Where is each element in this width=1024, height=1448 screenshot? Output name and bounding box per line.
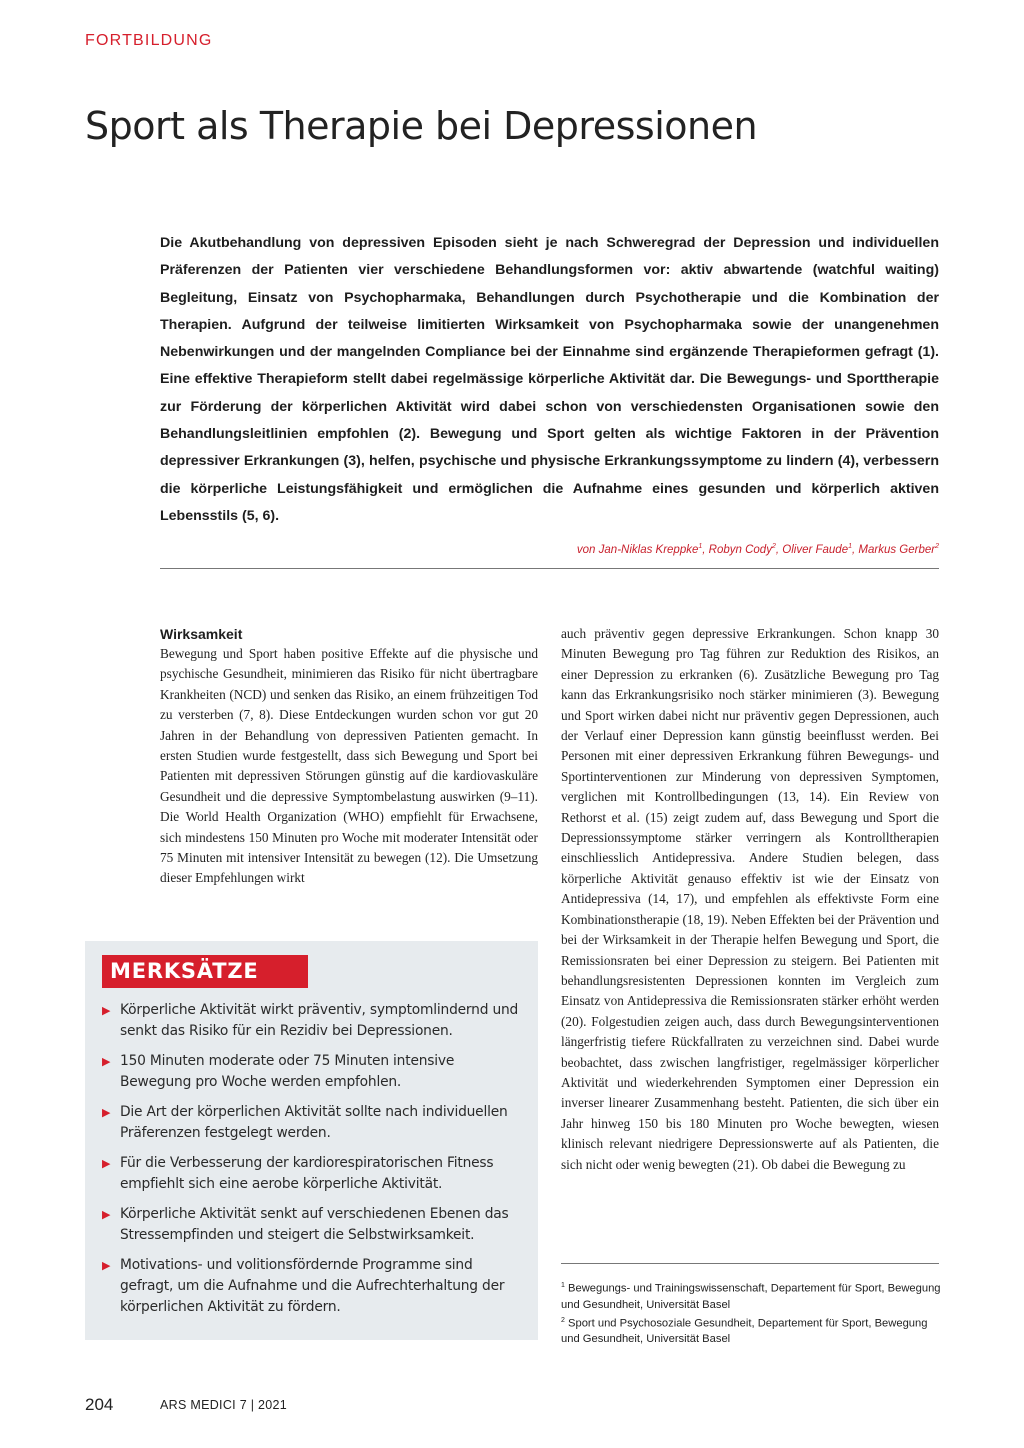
author-name: Markus Gerber <box>858 543 936 556</box>
key-points-title: MERKSÄTZE <box>102 955 308 988</box>
section-label: FORTBILDUNG <box>85 32 213 49</box>
key-point-text: Die Art der körperlichen Aktivität sollte nach individuellen Präferenzen festgelegt werden. <box>120 1104 508 1141</box>
key-point-item <box>102 1102 528 1144</box>
body-paragraph: Bewegung und Sport haben positive Effekte auf die physische und psychische Gesundheit, minimieren das Risiko für nicht übertragbare Krankheiten (NCD) und senken das Risiko, an einem frühzeitigen Tod zu versterben (7, 8). Diese Entdeckungen wurden schon vor gut 20 Jahren in der Behandlung von depressiven Patienten gemacht. In ersten Studien wurde festgestellt, dass sich Bewegung und Sport bei Patienten mit depressiven Störungen günstig auf die kardiovaskuläre Gesundheit und die depressive Symptombelastung auswirken (9–11). Die World Health Organization (WHO) empfiehlt für Erwachsene, sich mindestens 150 Minuten pro Woche mit moderater Intensität oder 75 Minuten mit intensiver Intensität zu bewegen (12). Die Umsetzung dieser Empfehlungen wirkt <box>160 646 538 886</box>
footnote <box>561 1278 941 1313</box>
author-affiliation: 1 <box>848 543 853 550</box>
key-point-item <box>102 1000 528 1042</box>
byline-prefix: von <box>576 543 596 556</box>
lead-paragraph: Die Akutbehandlung von depressiven Episoden sieht je nach Schweregrad der Depression und individuellen Präferenzen der Patienten vier verschiedene Behandlungsformen vor: aktiv abwartende (watchful waiting) Begleitung, Einsatz von Psychopharmaka, Behandlungen durch Psychotherapie und die Kombination der Therapien. Aufgrund der teilweise limitierten Wirksamkeit von Psychopharmaka sowie der unangenehmen Nebenwirkungen und der mangelnden Compliance bei der Einnahme sind ergänzende Therapieformen gefragt (1). Eine effektive Therapieform stellt dabei regelmässige körperliche Aktivität dar. Die Bewegungs- und Sporttherapie zur Förderung der körperlichen Aktivität wird dabei schon von verschiedensten Organisationen sowie den Behandlungsleitlinien empfohlen (2). Bewegung und Sport gelten als wichtige Faktoren in der Prävention depressiver Erkrankungen (3), helfen, psychische und physische Erkrankungssymptome zu lindern (4), verbessern die körperliche Leistungsfähigkeit und ermöglichen die Aufnahme eines gesunden und körperlich aktiven Lebensstils (5, 6). <box>160 235 939 524</box>
article-column-left <box>160 624 538 889</box>
key-point-item <box>102 1153 528 1195</box>
footnote-divider <box>561 1263 939 1264</box>
key-points-list <box>102 1000 528 1327</box>
bullet-triangle-icon: ▶ <box>102 1106 111 1119</box>
bullet-triangle-icon: ▶ <box>102 1004 111 1017</box>
key-point-text: Körperliche Aktivität senkt auf verschiedenen Ebenen das Stressempfinden und steigert die Selbstwirksamkeit. <box>120 1206 509 1243</box>
byline-divider <box>160 568 939 569</box>
footnotes <box>561 1278 941 1347</box>
section-heading: Wirksamkeit <box>160 626 243 642</box>
article-column-right <box>561 624 939 1175</box>
author-affiliation: 2 <box>935 543 939 550</box>
author-affiliation: 2 <box>771 543 776 550</box>
bullet-triangle-icon: ▶ <box>102 1055 111 1068</box>
key-point-item <box>102 1255 528 1318</box>
key-point-item <box>102 1051 528 1093</box>
page-title: Sport als Therapie bei Depressionen <box>85 104 758 148</box>
journal-issue: ARS MEDICI 7 | 2021 <box>160 1398 288 1412</box>
page-number: 204 <box>85 1395 114 1414</box>
author-affiliation: 1 <box>698 543 703 550</box>
bullet-triangle-icon: ▶ <box>102 1157 111 1170</box>
body-paragraph: auch präventiv gegen depressive Erkrankungen. Schon knapp 30 Minuten Bewegung pro Tag führen zur Reduktion des Risikos, an einer Depression zu erkranken (6). Zusätzliche Bewegung pro Tag kann das Erkrankungsrisiko noch stärker minimieren (3). Bewegung und Sport wirken dabei nicht nur präventiv gegen Depressionen, auch der Verlauf einer Depression kann günstig beeinflusst werden. Bei Personen mit einer depressiven Erkrankung führen Bewegungs- und Sportinterventionen zur Minderung von depressiven Symptomen, verglichen mit Kontrollbedingungen (13, 14). Ein Review von Rethorst et al. (15) zeigt zudem auf, dass Bewegung und Sport die Depressionssymptome stärker verringern als Kontrolltherapien einschliesslich Antidepressiva. Andere Studien belegen, dass körperliche Aktivität genauso effektiv ist wie der Einsatz von Antidepressiva (14, 17), und empfehlen als effektivste Form eine Kombinationstherapie (18, 19). Neben Effekten bei der Prävention und bei der Wirksamkeit in der Therapie helfen Bewegung und Sport, die Remissionsraten bei einer Depression zu steigern. Bei Patienten mit behandlungsresistenten Depressionen konnten im Vergleich zum Einsatz von Antidepressiva die Remissionsraten stärker erhöht werden (20). Folgestudien zeigen auch, dass durch Bewegungsinterventionen längerfristig tiefere Rückfallraten zu verzeichnen sind. Dabei wurde beobachtet, dass zwischen langfristiger, regelmässiger körperlicher Aktivität und wiederkehrenden Symptomen einer Depression ein inverser linearer Zusammenhang besteht. Patienten, die sich über ein Jahr hinweg 150 bis 180 Minuten pro Woche bewegten, wiesen klinisch relevant niedrigere Depressionswerte auf als Patienten, die sich nicht oder wenig bewegten (21). Ob dabei die Bewegung zu <box>561 626 939 1172</box>
key-point-text: 150 Minuten moderate oder 75 Minuten intensive Bewegung pro Woche werden empfohlen. <box>120 1053 455 1090</box>
bullet-triangle-icon: ▶ <box>102 1259 111 1272</box>
footnote-text: Bewegungs- und Trainingswissenschaft, Departement für Sport, Bewegung und Gesundheit, Universität Basel <box>561 1282 941 1311</box>
author-name: Oliver Faude <box>782 543 849 556</box>
bullet-triangle-icon: ▶ <box>102 1208 111 1221</box>
footnote-text: Sport und Psychosoziale Gesundheit, Departement für Sport, Bewegung und Gesundheit, Universität Basel <box>561 1317 928 1346</box>
footnote <box>561 1313 941 1348</box>
footnote-number: 1 <box>561 1282 565 1289</box>
key-point-item <box>102 1204 528 1246</box>
key-point-text: Körperliche Aktivität wirkt präventiv, symptomlindernd und senkt das Risiko für ein Rezidiv bei Depressionen. <box>120 1002 519 1039</box>
key-point-text: Motivations- und volitionsfördernde Programme sind gefragt, um die Aufnahme und die Aufrechterhaltung der körperlichen Aktivität zu fördern. <box>120 1257 505 1315</box>
footnote-number: 2 <box>561 1316 565 1324</box>
author-name: Robyn Cody <box>708 543 772 556</box>
author-name: Jan-Niklas Kreppke <box>598 543 699 556</box>
key-point-text: Für die Verbesserung der kardiorespiratorischen Fitness empfiehlt sich eine aerobe körperliche Aktivität. <box>120 1155 494 1192</box>
author-byline: von Jan-Niklas Kreppke$^1$, Robyn Cody$^2$, Oliver Faude$^1$, Markus Gerber$^2$ <box>576 543 939 556</box>
